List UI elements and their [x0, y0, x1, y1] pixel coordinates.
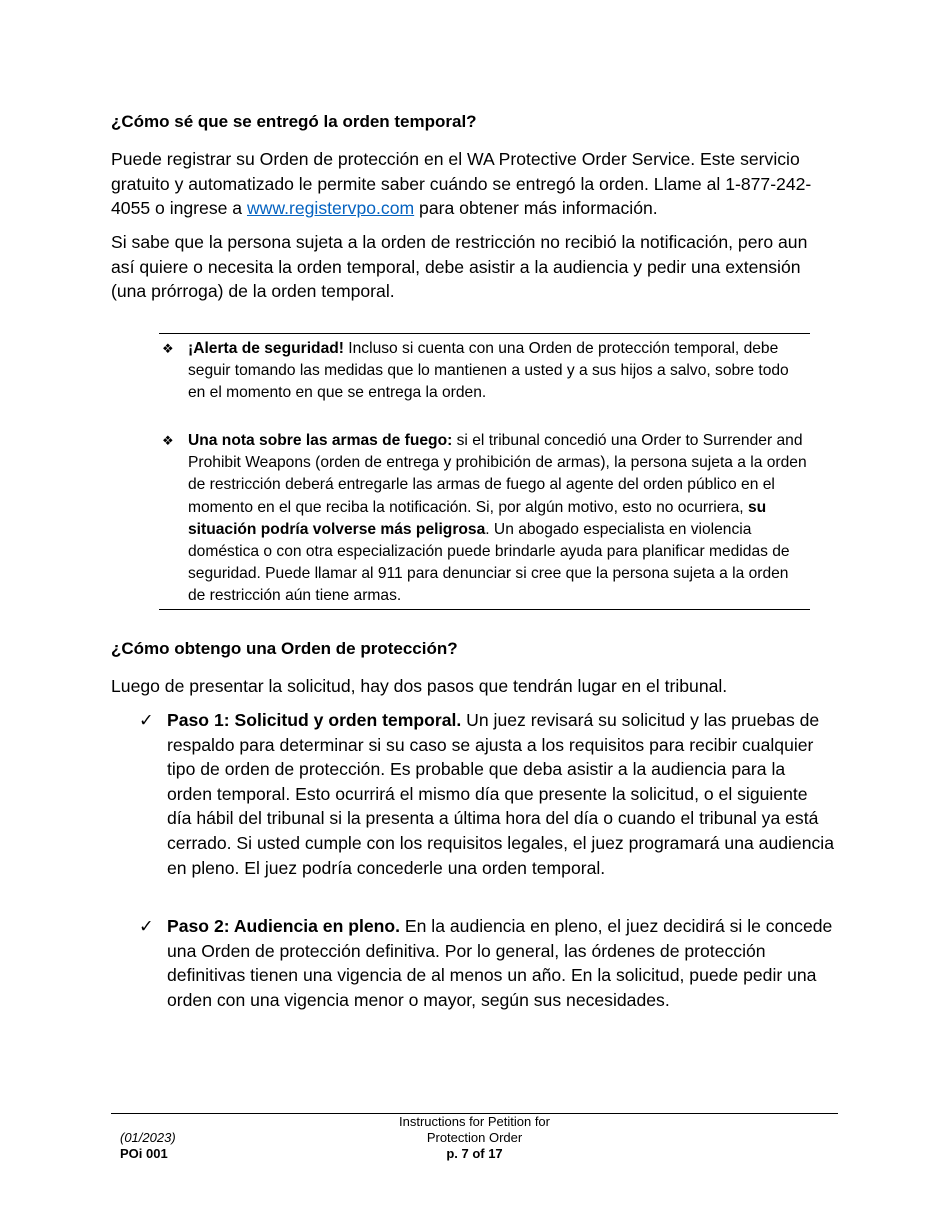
- safety-alert-text: [188, 338, 810, 405]
- footer-title-line1: Instructions for Petition for: [398, 1114, 550, 1129]
- step-1-label: Paso 1: Solicitud y orden temporal.: [167, 710, 462, 730]
- checkmark-icon: ✓: [139, 710, 154, 730]
- paragraph-register-order: [111, 147, 833, 221]
- paragraph-text: para obtener más información.: [414, 198, 658, 218]
- footer-page-number: p. 7 of 17: [446, 1146, 503, 1161]
- checkmark-icon: ✓: [139, 916, 154, 936]
- step-2-label: Paso 2: Audiencia en pleno.: [167, 916, 401, 936]
- firearms-note-body-end: . Un abogado especialista en violencia doméstica o con otra especialización puede brindarle ayuda para planificar medidas de seguridad. Puede llamar al 911 para denunciar si cree que la persona sujeta a la orden de restricción aún tiene armas.: [188, 520, 790, 605]
- paragraph-text: Puede registrar su Orden de protección en el WA Protective Order Service. Este servicio gratuito y automatizado le permite saber cuándo se entregó la orden. Llame al 1-877-242-4055 o ingrese a: [111, 149, 812, 218]
- diamond-bullet-icon: ❖: [162, 433, 174, 448]
- step-2-body: En la audiencia en pleno, el juez decidirá si le concede una Orden de protección definitiva. Por lo general, las órdenes de protección definitivas tienen una vigencia de al menos un año. En la solicitud, puede pedir una orden con una vigencia menor o mayor, según sus necesidades.: [167, 916, 833, 1010]
- firearms-note-text: [188, 430, 810, 608]
- safety-alert-label: ¡Alerta de seguridad!: [188, 340, 344, 357]
- firearms-note-label: Una nota sobre las armas de fuego:: [188, 432, 453, 449]
- footer-title-line2: Protection Order: [426, 1130, 523, 1145]
- step-1-text: [167, 708, 835, 880]
- registervpo-link[interactable]: www.registervpo.com: [246, 198, 415, 218]
- section-heading-get-order: ¿Cómo obtengo una Orden de protección?: [111, 639, 458, 658]
- step-1-body: Un juez revisará su solicitud y las pruebas de respaldo para determinar si su caso se ajusta a los requisitos para recibir cualquier tipo de orden de protección. Es probable que deba asistir a la audiencia para la orden temporal. Esto ocurrirá el mismo día que presente la solicitud, o el siguiente día hábil del tribunal si la presenta a última hora del día o cuando el tribunal ya está cerrado. Si usted cumple con los requisitos legales, el juez programará una audiencia en pleno. El juez podría concederle una orden temporal.: [167, 710, 834, 878]
- firearms-note-body: si el tribunal concedió una Order to Surrender and Prohibit Weapons (orden de entrega y prohibición de armas), la persona sujeta a la orden de restricción deberá entregarle las armas de fuego al agente del orden público en el momento en el que reciba la notificación. Si, por algún motivo, esto no ocurriera,: [188, 432, 807, 516]
- safety-alert-body: Incluso si cuenta con una Orden de protección temporal, debe seguir tomando las medidas que lo mantienen a usted y a sus hijos a salvo, sobre todo en el momento en que se entrega la orden.: [188, 340, 789, 402]
- firearms-warning-emphasis: su situación podría volverse más peligrosa: [188, 498, 767, 538]
- footer-date: (01/2023): [120, 1130, 176, 1145]
- footer-form-code: POi 001: [120, 1146, 168, 1161]
- section-heading-temporary-order-served: ¿Cómo sé que se entregó la orden temporal?: [111, 112, 477, 131]
- paragraph-extension: Si sabe que la persona sujeta a la orden de restricción no recibió la notificación, pero aun así quiere o necesita la orden temporal, debe asistir a la audiencia y pedir una extensión (una prórroga) de la orden temporal.: [111, 232, 808, 301]
- paragraph-two-steps: Luego de presentar la solicitud, hay dos pasos que tendrán lugar en el tribunal.: [111, 676, 728, 696]
- notice-box: [159, 333, 810, 610]
- diamond-bullet-icon: ❖: [162, 341, 174, 356]
- step-2-text: [167, 914, 835, 1012]
